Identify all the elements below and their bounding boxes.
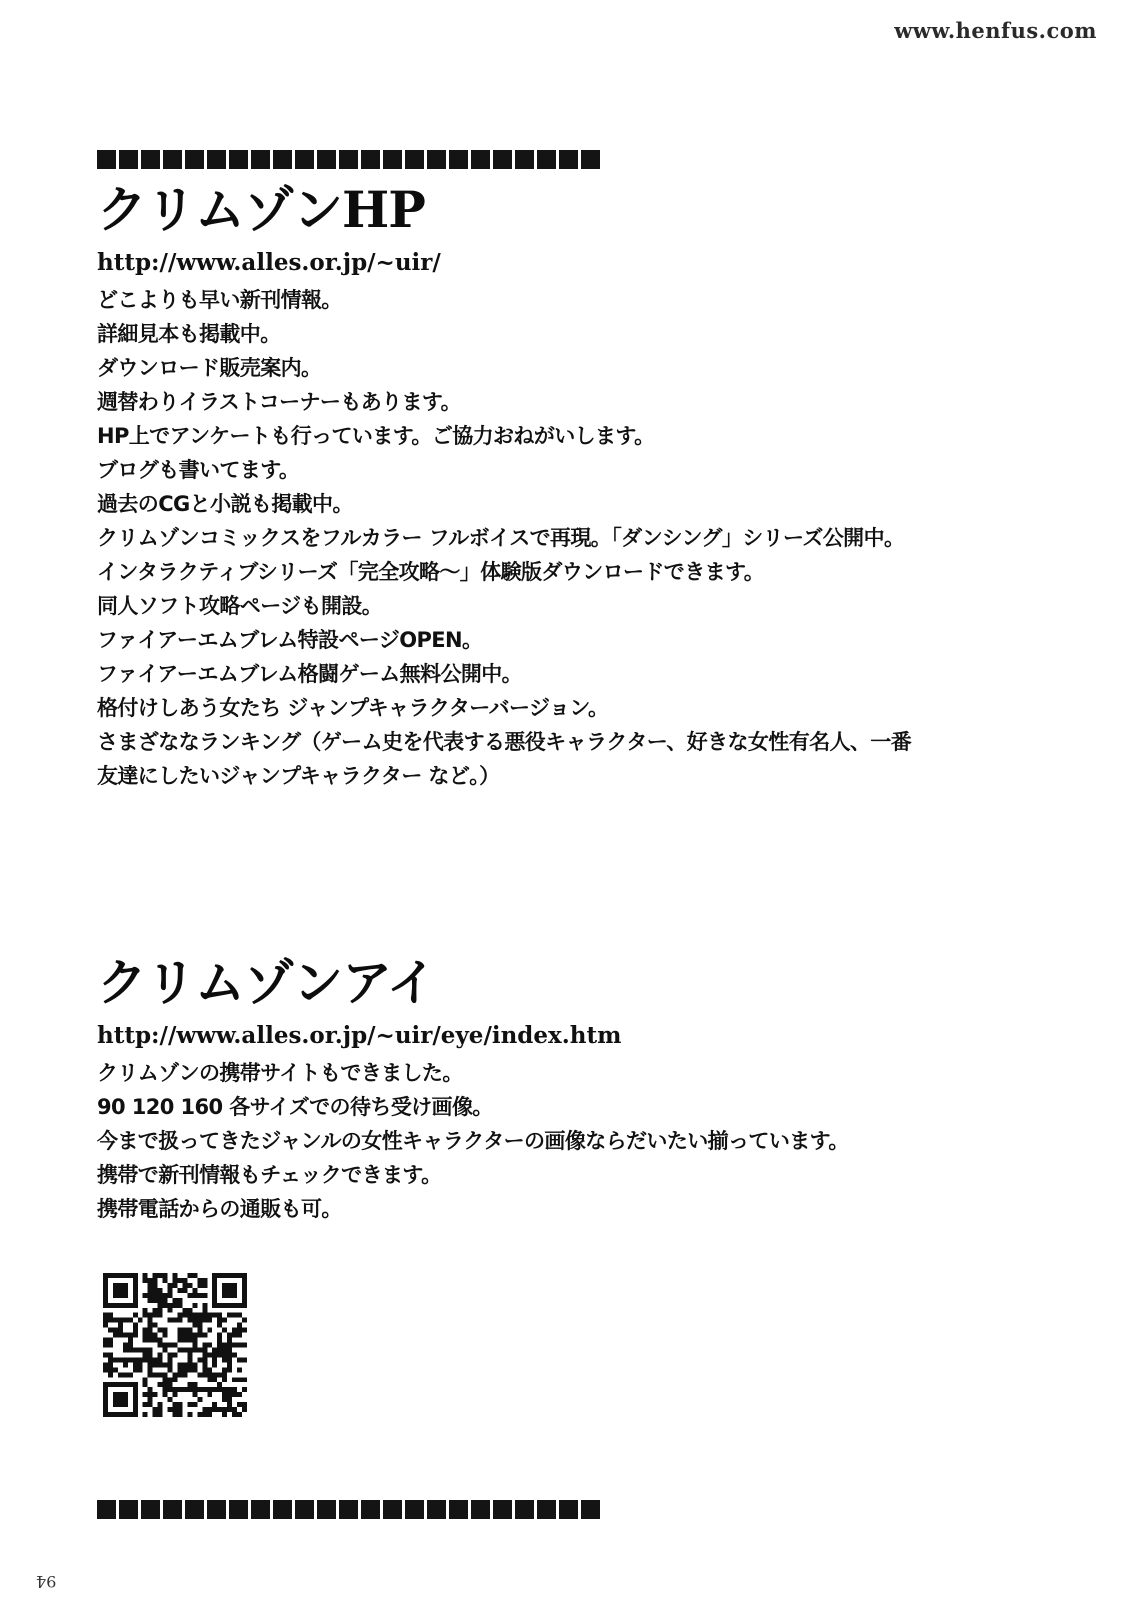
section-title: クリムゾンアイ xyxy=(97,953,436,1012)
divider-square xyxy=(317,150,336,169)
divider-square xyxy=(119,150,138,169)
divider-square xyxy=(251,1500,270,1519)
list-item: ファイアーエムブレム特設ページOPEN。 xyxy=(97,627,483,652)
divider-square xyxy=(185,1500,204,1519)
divider-square xyxy=(581,1500,600,1519)
divider-square xyxy=(537,150,556,169)
divider-square xyxy=(405,1500,424,1519)
list-item: 90 120 160 各サイズでの待ち受け画像。 xyxy=(97,1094,493,1119)
divider-square xyxy=(317,1500,336,1519)
section-crimson-eye xyxy=(97,953,1057,1226)
top-square-divider xyxy=(97,150,600,169)
list-item: 過去のCGと小説も掲載中。 xyxy=(97,491,353,516)
divider-square xyxy=(471,1500,490,1519)
list-item: ファイアーエムブレム格闘ゲーム無料公開中。 xyxy=(97,661,523,686)
divider-square xyxy=(97,150,116,169)
bottom-square-divider xyxy=(97,1500,600,1519)
divider-square xyxy=(163,1500,182,1519)
divider-square xyxy=(339,150,358,169)
feature-list xyxy=(97,283,1057,793)
divider-square xyxy=(339,1500,358,1519)
list-item: 詳細見本も掲載中。 xyxy=(97,321,281,346)
divider-square xyxy=(383,150,402,169)
divider-square xyxy=(383,1500,402,1519)
list-item: クリムゾンコミックスをフルカラー フルボイスで再現。「ダンシング」シリーズ公開中。 xyxy=(97,525,905,550)
divider-square xyxy=(97,1500,116,1519)
divider-square xyxy=(295,150,314,169)
list-item: さまざななランキング（ゲーム史を代表する悪役キャラクター、好きな女性有名人、一番 xyxy=(97,729,912,754)
list-item: 同人ソフト攻略ページも開設。 xyxy=(97,593,383,618)
list-item: どこよりも早い新刊情報。 xyxy=(97,287,342,312)
list-item: クリムゾンの携帯サイトもできました。 xyxy=(97,1060,463,1085)
divider-square xyxy=(537,1500,556,1519)
divider-square xyxy=(559,1500,578,1519)
list-item: ブログも書いてます。 xyxy=(97,457,300,482)
divider-square xyxy=(229,1500,248,1519)
divider-square xyxy=(493,1500,512,1519)
divider-square xyxy=(427,150,446,169)
divider-square xyxy=(427,1500,446,1519)
page-number: 94 xyxy=(36,1572,57,1591)
list-item: インタラクティブシリーズ「完全攻略～」体験版ダウンロードできます。 xyxy=(97,559,765,584)
list-item: 携帯で新刊情報もチェックできます。 xyxy=(97,1162,442,1187)
divider-square xyxy=(273,1500,292,1519)
divider-square xyxy=(515,1500,534,1519)
divider-square xyxy=(449,150,468,169)
divider-square xyxy=(229,150,248,169)
divider-square xyxy=(185,150,204,169)
divider-square xyxy=(449,1500,468,1519)
divider-square xyxy=(559,150,578,169)
divider-square xyxy=(361,150,380,169)
divider-square xyxy=(207,1500,226,1519)
divider-square xyxy=(471,150,490,169)
site-url: http://www.alles.or.jp/~uir/ xyxy=(97,249,441,276)
qr-code-image xyxy=(103,1273,247,1417)
section-title: クリムゾンHP xyxy=(97,180,425,239)
divider-square xyxy=(119,1500,138,1519)
divider-square xyxy=(493,150,512,169)
list-item: ダウンロード販売案内。 xyxy=(97,355,322,380)
list-item: 友達にしたいジャンプキャラクター など。） xyxy=(97,763,500,788)
divider-square xyxy=(515,150,534,169)
site-url: http://www.alles.or.jp/~uir/eye/index.htm xyxy=(97,1022,622,1049)
divider-square xyxy=(295,1500,314,1519)
divider-square xyxy=(141,1500,160,1519)
list-item: 格付けしあう女たち ジャンプキャラクターバージョン。 xyxy=(97,695,609,720)
list-item: 今まで扱ってきたジャンルの女性キャラクターの画像ならだいたい揃っています。 xyxy=(97,1128,849,1153)
divider-square xyxy=(207,150,226,169)
divider-square xyxy=(141,150,160,169)
watermark: www.henfus.com xyxy=(894,18,1097,43)
section-crimson-hp xyxy=(97,180,1057,793)
divider-square xyxy=(163,150,182,169)
list-item: 週替わりイラストコーナーもあります。 xyxy=(97,389,462,414)
list-item: 携帯電話からの通販も可。 xyxy=(97,1196,342,1221)
divider-square xyxy=(273,150,292,169)
divider-square xyxy=(361,1500,380,1519)
divider-square xyxy=(251,150,270,169)
divider-square xyxy=(581,150,600,169)
list-item: HP上でアンケートも行っています。ご協力おねがいします。 xyxy=(97,423,655,448)
divider-square xyxy=(405,150,424,169)
feature-list xyxy=(97,1056,1057,1226)
